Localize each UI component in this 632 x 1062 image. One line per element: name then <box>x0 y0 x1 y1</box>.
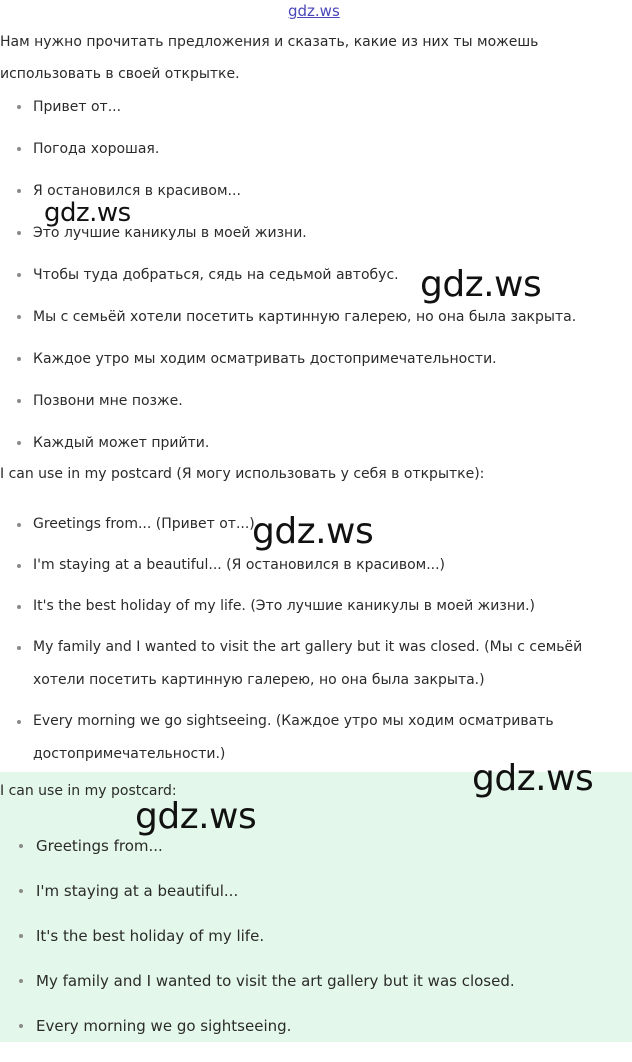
intro-line-1: Нам нужно прочитать предложения и сказать, какие из них ты можешь <box>0 34 539 50</box>
bullet-icon <box>19 979 23 983</box>
watermark: gdz.ws <box>252 511 374 552</box>
bullet-icon <box>17 315 21 319</box>
list-item: Every morning we go sightseeing. (Каждое утро мы ходим осматривать достопримечательности.) <box>0 705 632 771</box>
list-item: Позвони мне позже. <box>0 392 632 434</box>
bullet-icon <box>17 523 21 527</box>
list-item: It's the best holiday of my life. (Это лучшие каникулы в моей жизни.) <box>0 590 632 623</box>
bullet-icon <box>19 1024 23 1028</box>
bullet-icon <box>17 564 21 568</box>
intro-line-2: использовать в своей открытке. <box>0 66 240 82</box>
bullet-icon <box>17 147 21 151</box>
list-item: Every morning we go sightseeing. <box>0 1017 632 1062</box>
bullet-icon <box>19 934 23 938</box>
bullet-icon <box>17 231 21 235</box>
bullet-icon <box>17 441 21 445</box>
bullet-icon <box>19 889 23 893</box>
list-item: Мы с семьёй хотели посетить картинную галерею, но она была закрыта. <box>0 308 632 350</box>
list-item: My family and I wanted to visit the art gallery but it was closed. <box>0 972 632 1017</box>
list-item: I'm staying at a beautiful... (Я остановился в красивом...) <box>0 549 632 582</box>
intro-text <box>0 26 632 90</box>
watermark: gdz.ws <box>44 198 131 228</box>
answer-heading: I can use in my postcard (Я могу использовать у себя в открытке): <box>0 466 485 482</box>
list-item: Каждый может прийти. <box>0 434 632 476</box>
final-heading: I can use in my postcard: <box>0 783 177 799</box>
list-item: Это лучшие каникулы в моей жизни. <box>0 224 632 266</box>
bullet-icon <box>17 399 21 403</box>
list-item: Погода хорошая. <box>0 140 632 182</box>
final-list <box>0 837 632 1062</box>
list-item: Каждое утро мы ходим осматривать достопримечательности. <box>0 350 632 392</box>
watermark: gdz.ws <box>472 758 594 799</box>
bullet-icon <box>17 720 21 724</box>
list-item: My family and I wanted to visit the art gallery but it was closed. (Мы с семьёй хотели посетить картинную галерею, но она была закрыта.) <box>0 631 632 697</box>
list-item: It's the best holiday of my life. <box>0 927 632 972</box>
bullet-icon <box>17 273 21 277</box>
bullet-icon <box>19 844 23 848</box>
bullet-icon <box>17 646 21 650</box>
list-item: I'm staying at a beautiful... <box>0 882 632 927</box>
list-item: Чтобы туда добраться, сядь на седьмой автобус. <box>0 266 632 308</box>
site-link[interactable]: gdz.ws <box>288 2 340 20</box>
bullet-icon <box>17 189 21 193</box>
watermark: gdz.ws <box>135 796 257 837</box>
list-item: Я остановился в красивом... <box>0 182 632 224</box>
bullet-icon <box>17 605 21 609</box>
list-item: Greetings from... <box>0 837 632 882</box>
bullet-icon <box>17 357 21 361</box>
bullet-icon <box>17 105 21 109</box>
list-item: Greetings from... (Привет от...) <box>0 508 632 541</box>
list-item: Привет от... <box>0 98 632 140</box>
watermark: gdz.ws <box>420 264 542 305</box>
